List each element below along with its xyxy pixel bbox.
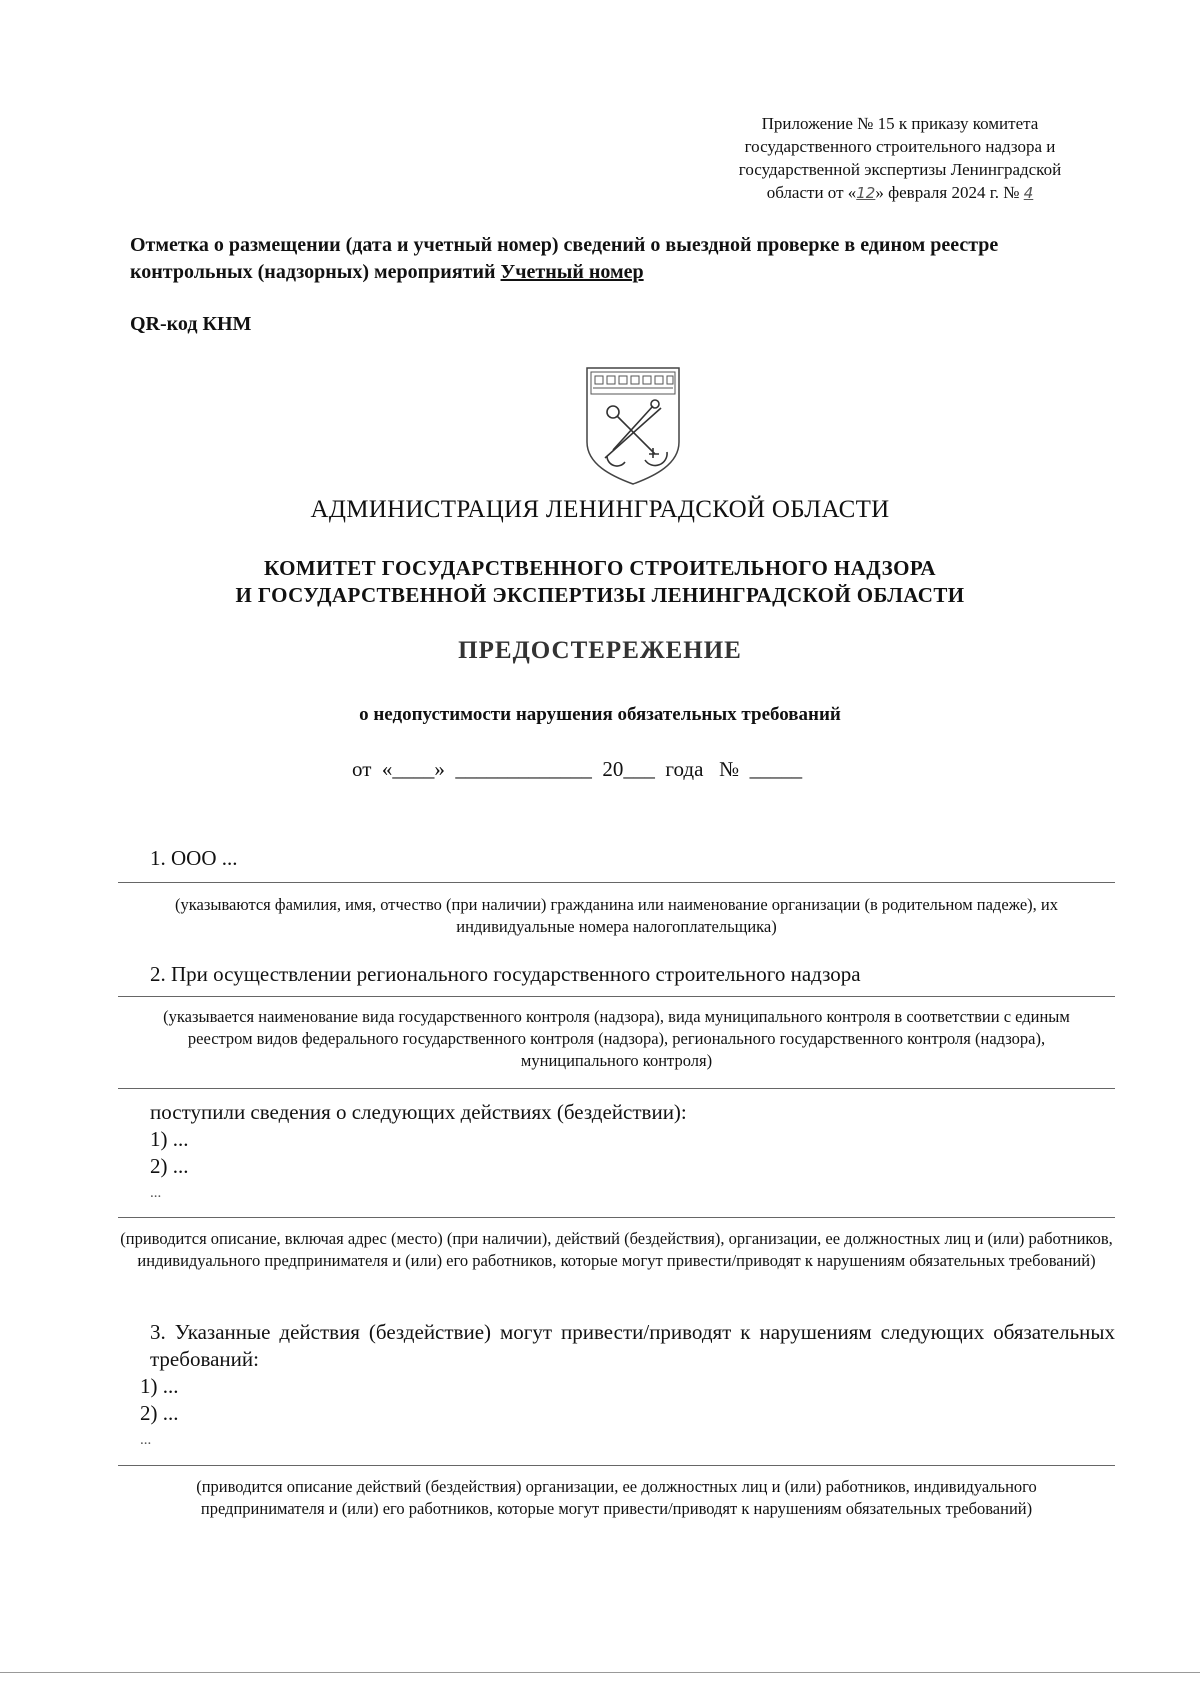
handwritten-day: 12 — [856, 184, 876, 202]
section-3-hint: (приводится описание действий (бездействия) организации, ее должностных лиц и (или) работников, индивидуального предпринимателя и (или) его работников, которые могут привести/приводят к нарушениям обязательных требований) — [196, 1477, 1037, 1518]
handwritten-order-number: 4 — [1023, 184, 1034, 202]
committee-line-2: И ГОСУДАРСТВЕННОЙ ЭКСПЕРТИЗЫ ЛЕНИНГРАДСКОЙ ОБЛАСТИ — [235, 583, 965, 607]
section-2-hint: (указывается наименование вида государственного контроля (надзора), вида муниципального контроля в соответствии с единым реестром видов федерального государственного контроля (надзора), регионального государственного контроля (надзора), муниципального контроля) — [163, 1007, 1070, 1070]
section-3-item-2: 2) ... — [140, 1401, 179, 1425]
section-3-requirements — [122, 1319, 1115, 1454]
actions-hint: (приводится описание, включая адрес (место) (при наличии), действий (бездействия), организации, ее должностных лиц и (или) работников, индивидуального предпринимателя и (или) его работников, которые могут привести/приводят к нарушениям обязательных требований) — [120, 1229, 1113, 1270]
appendix-note — [690, 112, 1110, 205]
qr-code-label: QR-код КНМ — [130, 313, 252, 335]
actions-item-1: 1) ... — [150, 1127, 189, 1151]
section-3-ellipsis: ... — [140, 1432, 152, 1448]
appendix-line-1: Приложение № 15 к приказу комитета — [761, 114, 1039, 133]
page-bottom-edge — [0, 1672, 1200, 1673]
divider-line — [118, 1465, 1115, 1466]
section-3-text: 3. Указанные действия (бездействие) могут привести/приводят к нарушениям следующих обязательных требований: — [150, 1320, 1115, 1371]
committee-title — [0, 555, 1200, 609]
appendix-line-3: государственной экспертизы Ленинградской — [738, 160, 1062, 179]
section-1-hint: (указываются фамилия, имя, отчество (при наличии) гражданина или наименование организации (в родительном падеже), их индивидуальные номера налогоплательщика) — [175, 895, 1058, 936]
actions-intro: поступили сведения о следующих действиях (бездействии): — [150, 1100, 687, 1124]
administration-title: АДМИНИСТРАЦИЯ ЛЕНИНГРАДСКОЙ ОБЛАСТИ — [310, 496, 890, 523]
divider-line — [118, 996, 1115, 997]
appendix-line-4 — [690, 181, 1110, 205]
document-title: ПРЕДОСТЕРЕЖЕНИЕ — [458, 637, 742, 664]
committee-line-1: КОМИТЕТ ГОСУДАРСТВЕННОГО СТРОИТЕЛЬНОГО НАДЗОРА — [264, 556, 936, 580]
coat-of-arms-icon — [583, 364, 683, 486]
divider-line — [118, 1088, 1115, 1089]
document-subtitle: о недопустимости нарушения обязательных требований — [359, 704, 841, 725]
appendix-date-middle: » февраля 2024 г. № — [875, 183, 1024, 202]
registry-mark — [130, 232, 1120, 286]
section-1-organization: 1. ООО ... — [150, 846, 238, 870]
date-number-line: от «____» _____________ 20___ года № _____ — [352, 757, 803, 781]
registry-number-label: Учетный номер — [500, 261, 644, 283]
actions-ellipsis: ... — [150, 1185, 162, 1201]
registry-mark-text: Отметка о размещении (дата и учетный номер) сведений о выездной проверке в едином реестре контрольных (надзорных) мероприятий — [130, 234, 999, 283]
divider-line — [118, 882, 1115, 883]
section-2-supervision: 2. При осуществлении регионального государственного строительного надзора — [150, 962, 861, 986]
divider-line — [118, 1217, 1115, 1218]
section-3-item-1: 1) ... — [140, 1374, 179, 1398]
appendix-date-prefix: области от « — [766, 183, 857, 202]
appendix-line-2: государственного строительного надзора и — [744, 137, 1056, 156]
actions-list — [150, 1099, 687, 1207]
actions-item-2: 2) ... — [150, 1154, 189, 1178]
